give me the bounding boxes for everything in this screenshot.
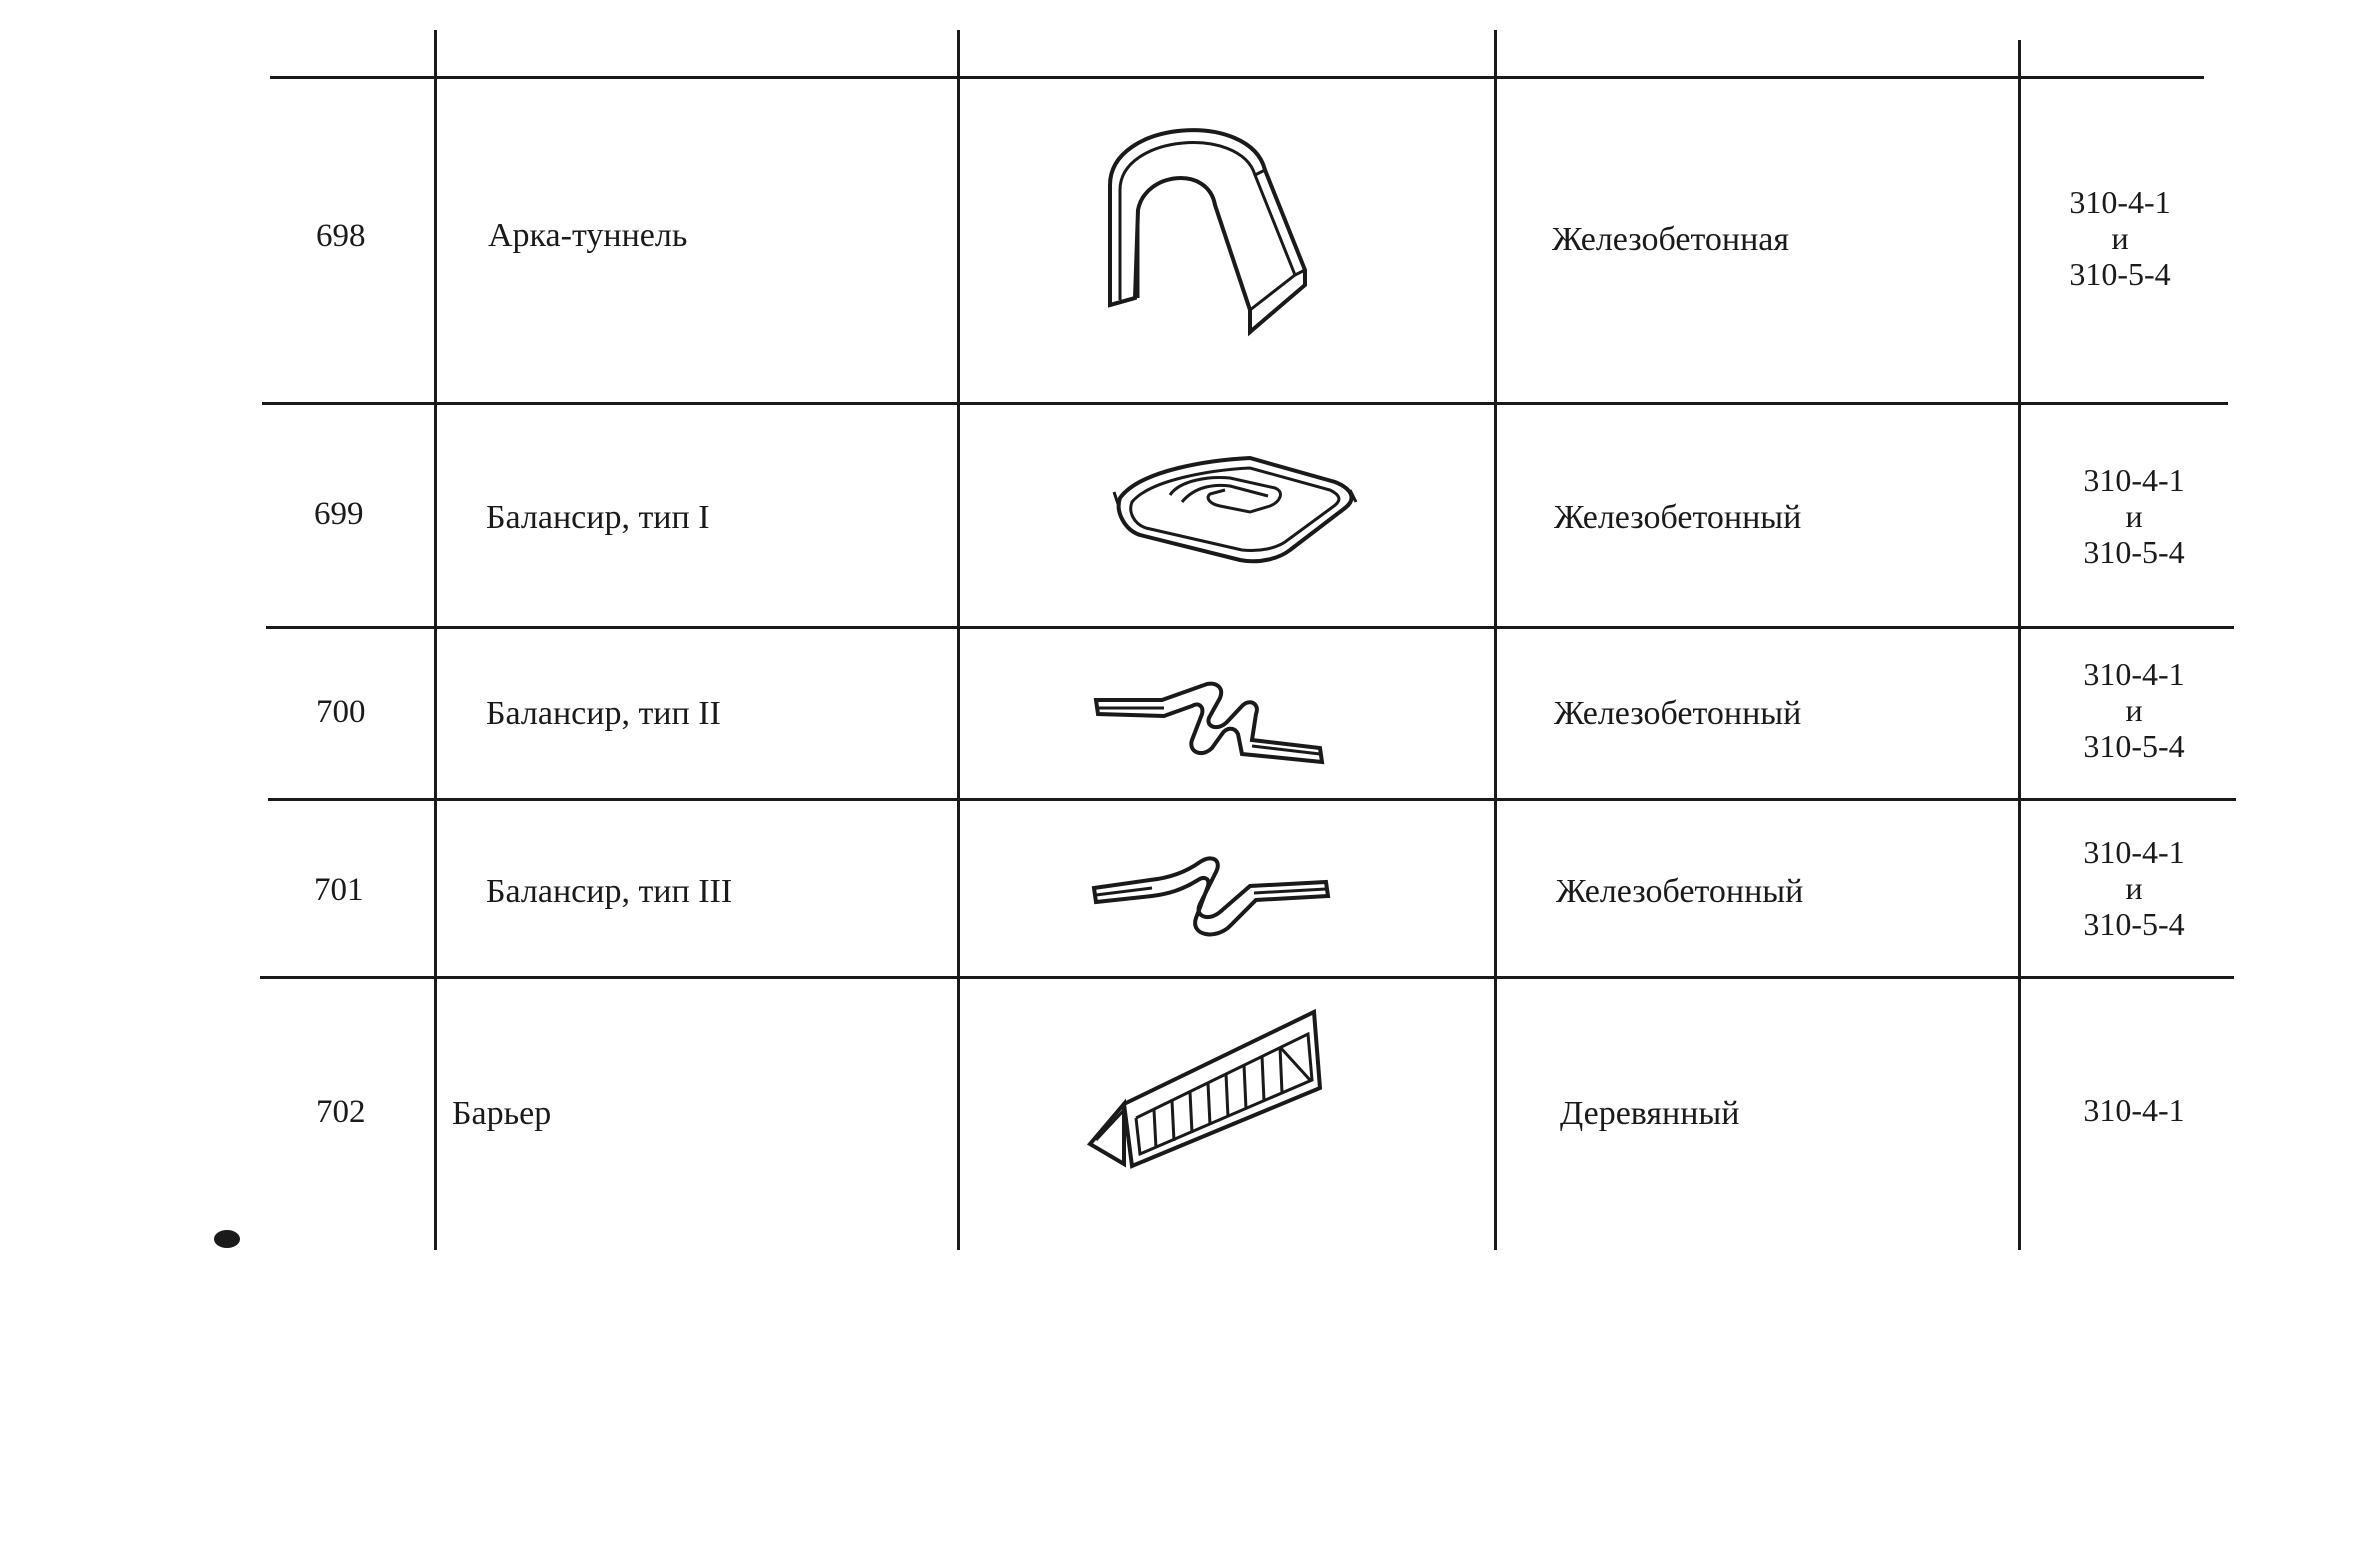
- row-divider-700-701: [268, 798, 2236, 801]
- standard-reference: [2014, 462, 2254, 570]
- ref-line: 310-5-4: [2069, 256, 2171, 292]
- row-number: 701: [314, 872, 364, 908]
- row-divider-698-699: [262, 402, 2228, 405]
- row-number: 698: [316, 218, 366, 254]
- column-rule-3: [1494, 30, 1497, 1250]
- ref-line: 310-5-4: [2083, 534, 2185, 570]
- ref-line: и: [2125, 870, 2143, 906]
- standard-reference: [2000, 184, 2240, 292]
- ref-line: 310-5-4: [2083, 728, 2185, 764]
- standard-reference: [2014, 656, 2254, 764]
- ref-line: 310-4-1: [2083, 656, 2185, 692]
- arch-tunnel-drawing: [1090, 100, 1330, 340]
- table-top-rule: [270, 76, 2204, 79]
- margin-mark: [214, 1230, 240, 1248]
- ref-line: 310-4-1: [2083, 462, 2185, 498]
- item-name: Балансир, тип III: [486, 873, 733, 910]
- ref-line: и: [2125, 692, 2143, 728]
- item-name: Арка-туннель: [488, 217, 688, 254]
- ref-line: 310-4-1: [2069, 184, 2171, 220]
- item-name: Балансир, тип II: [486, 695, 721, 732]
- column-rule-2: [957, 30, 960, 1250]
- material: Деревянный: [1560, 1095, 1740, 1132]
- row-number: 702: [316, 1094, 366, 1130]
- ref-line: и: [2111, 220, 2129, 256]
- material: Железобетонный: [1556, 873, 1804, 910]
- material: Железобетонный: [1554, 695, 1802, 732]
- item-name: Барьер: [452, 1095, 552, 1132]
- row-divider-699-700: [266, 626, 2234, 629]
- ref-line: 310-4-1: [2083, 1092, 2185, 1128]
- balancer-type-1-drawing: [1100, 440, 1380, 580]
- ref-line: 310-5-4: [2083, 906, 2185, 942]
- barrier-drawing: [1084, 1006, 1324, 1176]
- ref-line: и: [2125, 498, 2143, 534]
- balancer-type-3-drawing: [1090, 846, 1350, 956]
- row-number: 699: [314, 496, 364, 532]
- standard-reference: [2014, 834, 2254, 942]
- ref-line: 310-4-1: [2083, 834, 2185, 870]
- column-rule-1: [434, 30, 437, 1250]
- balancer-type-2-drawing: [1092, 670, 1352, 780]
- item-name: Балансир, тип I: [486, 499, 710, 536]
- material: Железобетонная: [1552, 221, 1790, 258]
- material: Железобетонный: [1554, 499, 1802, 536]
- standard-reference: [2014, 1092, 2254, 1128]
- row-number: 700: [316, 694, 366, 730]
- row-divider-701-702: [260, 976, 2234, 979]
